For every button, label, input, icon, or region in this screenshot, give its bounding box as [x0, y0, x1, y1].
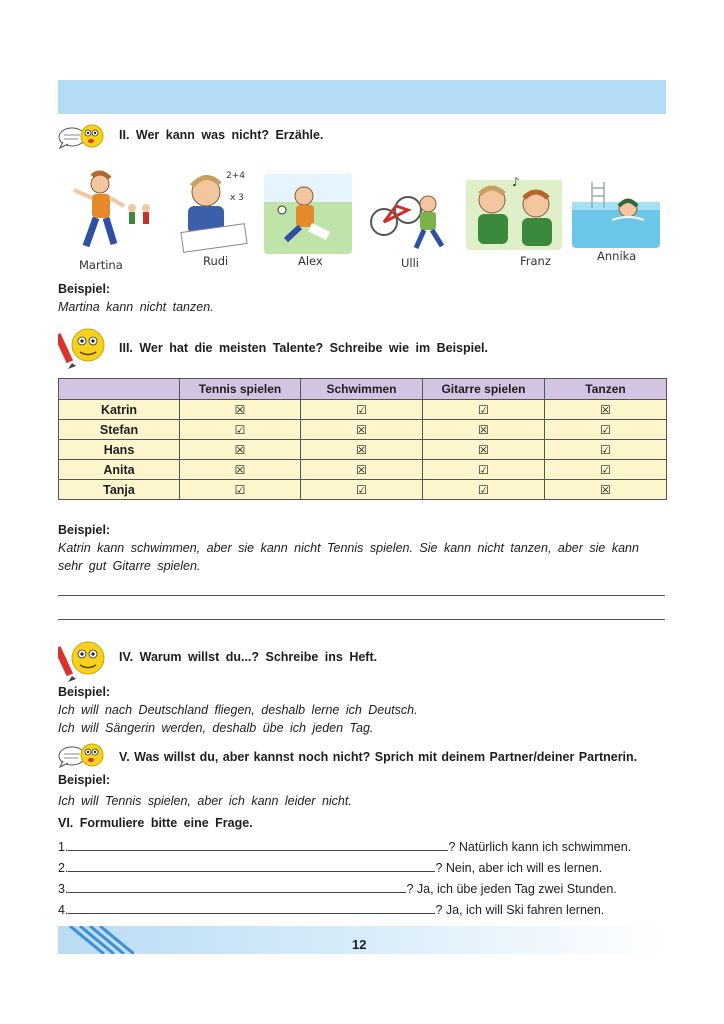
question-number: 3.: [58, 882, 69, 896]
question-answer: ? Nein, aber ich will es lernen.: [435, 861, 603, 875]
task3-title: III. Wer hat die meisten Talente? Schreibe wie im Beispiel.: [119, 341, 489, 355]
task6-title: VI. Formuliere bitte eine Frage.: [58, 816, 253, 830]
task5-beispiel-label: Beispiel:: [58, 773, 111, 787]
task3-example-line1: Katrin kann schwimmen, aber sie kann nicht Tennis spielen. Sie kann nicht tanzen, aber sie kann: [58, 541, 639, 555]
row-name: Anita: [59, 460, 180, 480]
question-blank[interactable]: [68, 882, 406, 893]
svg-text:♪: ♪: [512, 175, 520, 189]
checkbox-mark: ☒: [356, 423, 367, 437]
header-tanzen: Tanzen: [545, 379, 667, 400]
checkbox-mark: ☑: [234, 423, 246, 437]
checkbox-mark: ☒: [600, 483, 611, 497]
talents-table: [58, 378, 667, 500]
picture-name-alex: Alex: [298, 254, 323, 268]
header-tennis: Tennis spielen: [180, 379, 301, 400]
picture-name-franz: Franz: [520, 254, 551, 268]
task4-example-line1: Ich will nach Deutschland fliegen, deshalb lerne ich Deutsch.: [58, 703, 418, 717]
task2-title: II. Wer kann was nicht? Erzähle.: [119, 128, 324, 142]
question-line-2: [58, 861, 602, 875]
table-row: [59, 400, 667, 420]
checkbox-mark: ☒: [356, 443, 367, 457]
task4-example-line2: Ich will Sängerin werden, deshalb übe ich jeden Tag.: [58, 721, 374, 735]
answer-line[interactable]: [58, 619, 665, 620]
task4-title: IV. Warum willst du...? Schreibe ins Heft.: [119, 650, 378, 664]
question-blank[interactable]: [68, 903, 435, 914]
header-schwimmen: Schwimmen: [301, 379, 423, 400]
header-band: [58, 80, 666, 114]
checkbox-mark: ☒: [478, 423, 489, 437]
question-number: 1.: [58, 840, 69, 854]
header-gitarre: Gitarre spielen: [423, 379, 545, 400]
question-number: 2.: [58, 861, 69, 875]
task5-title: V. Was willst du, aber kannst noch nicht? Sprich mit deinem Partner/deiner Partnerin.: [119, 750, 638, 764]
picture-name-ulli: Ulli: [401, 256, 420, 270]
checkbox-mark: ☑: [600, 463, 611, 477]
header-empty: [59, 379, 180, 400]
svg-text:2+4: 2+4: [226, 171, 245, 181]
franz-singing-illustration: [466, 170, 562, 250]
checkbox-mark: ☒: [234, 463, 246, 477]
table-row: [59, 440, 667, 460]
row-name: Tanja: [59, 480, 180, 500]
page-number: 12: [352, 937, 367, 952]
task2-beispiel-label: Beispiel:: [58, 282, 111, 296]
table-row: [59, 460, 667, 480]
annika-swimming-illustration: [572, 178, 660, 248]
answer-line[interactable]: [58, 595, 665, 596]
speech-smiley-icon: [58, 122, 104, 150]
table-header-row: [59, 379, 667, 400]
checkbox-mark: ☒: [478, 443, 489, 457]
picture-name-rudi: Rudi: [203, 254, 229, 268]
question-blank[interactable]: [68, 840, 448, 851]
row-name: Katrin: [59, 400, 180, 420]
question-line-4: [58, 903, 604, 917]
question-line-3: [58, 882, 617, 896]
checkbox-mark: ☑: [356, 483, 367, 497]
question-answer: ? Ja, ich will Ski fahren lernen.: [435, 903, 605, 917]
checkbox-mark: ☑: [234, 483, 246, 497]
task3-example-line2: sehr gut Gitarre spielen.: [58, 559, 201, 573]
checkbox-mark: ☑: [478, 403, 489, 417]
checkbox-mark: ☒: [600, 403, 611, 417]
martina-dancing-illustration: [62, 166, 160, 258]
checkbox-mark: ☑: [478, 463, 489, 477]
picture-name-annika: Annika: [597, 249, 637, 263]
checkbox-mark: ☑: [600, 423, 611, 437]
footer-stripes-decoration: [64, 926, 134, 954]
table-row: [59, 420, 667, 440]
rudi-math-illustration: [170, 160, 258, 255]
table-row: [59, 480, 667, 500]
checkbox-mark: ☒: [234, 443, 246, 457]
alex-broken-leg-illustration: [264, 174, 352, 254]
task5-example: Ich will Tennis spielen, aber ich kann leider nicht.: [58, 794, 352, 808]
task4-beispiel-label: Beispiel:: [58, 685, 111, 699]
checkbox-mark: ☑: [600, 443, 611, 457]
row-name: Stefan: [59, 420, 180, 440]
checkbox-mark: ☑: [356, 403, 367, 417]
question-answer: ? Natürlich kann ich schwimmen.: [448, 840, 632, 854]
checkbox-mark: ☑: [478, 483, 489, 497]
picture-name-martina: Martina: [79, 258, 123, 272]
pencil-smiley-icon: [58, 325, 108, 369]
question-answer: ? Ja, ich übe jeden Tag zwei Stunden.: [406, 882, 617, 896]
checkbox-mark: ☒: [356, 463, 367, 477]
question-blank[interactable]: [68, 861, 435, 872]
question-number: 4.: [58, 903, 69, 917]
row-name: Hans: [59, 440, 180, 460]
speech-smiley-icon: [58, 741, 104, 769]
task2-example: Martina kann nicht tanzen.: [58, 300, 214, 314]
svg-text:x 3: x 3: [230, 193, 244, 203]
task3-beispiel-label: Beispiel:: [58, 523, 111, 537]
ulli-bike-fall-illustration: [362, 180, 456, 256]
question-line-1: [58, 840, 631, 854]
checkbox-mark: ☒: [234, 403, 246, 417]
pencil-smiley-icon: [58, 638, 108, 682]
